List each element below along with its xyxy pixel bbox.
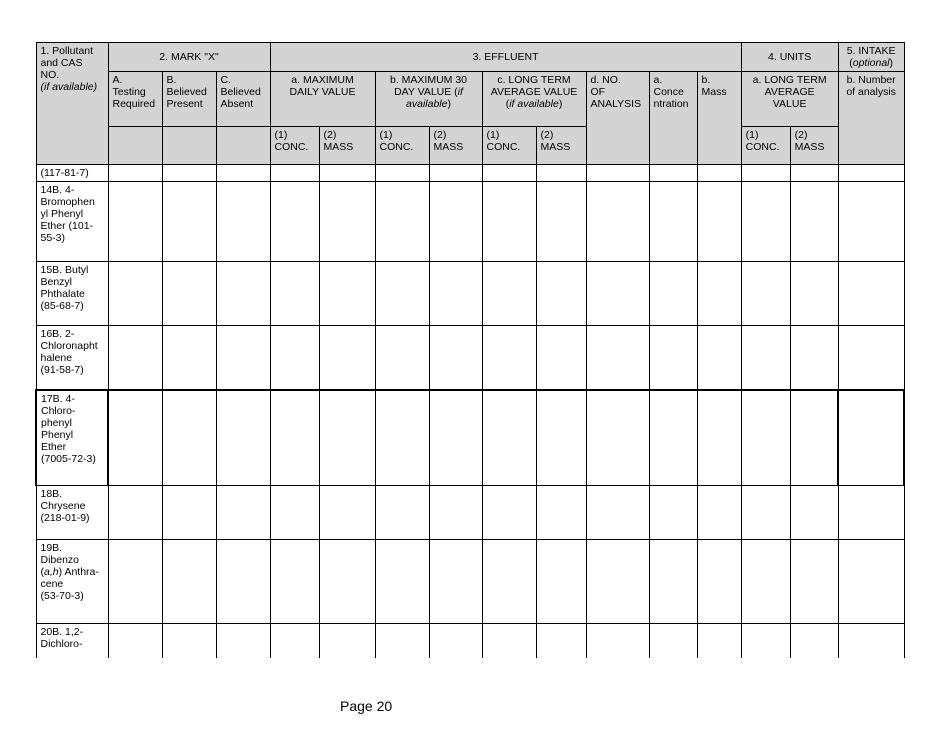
- entry-cell[interactable]: [586, 390, 649, 486]
- entry-cell[interactable]: [838, 624, 904, 658]
- entry-cell[interactable]: [216, 624, 270, 658]
- entry-cell[interactable]: [482, 262, 536, 326]
- entry-cell[interactable]: [375, 182, 429, 262]
- entry-cell[interactable]: [108, 262, 162, 326]
- entry-cell[interactable]: [586, 326, 649, 390]
- long-term-avg-header: c. LONG TERM AVERAGE VALUE (if available): [482, 72, 586, 127]
- entry-cell[interactable]: [375, 165, 429, 182]
- entry-cell[interactable]: [482, 165, 536, 182]
- mark-x-header: 2. MARK "X": [108, 43, 270, 72]
- entry-cell[interactable]: [319, 182, 375, 262]
- pollutant-cell: (117-81-7): [36, 165, 108, 182]
- entry-cell[interactable]: [319, 624, 375, 658]
- entry-cell[interactable]: [790, 165, 838, 182]
- entry-cell[interactable]: [790, 326, 838, 390]
- entry-cell[interactable]: [586, 486, 649, 540]
- conc-header: (1) CONC.: [741, 127, 790, 165]
- entry-cell[interactable]: [586, 165, 649, 182]
- entry-cell[interactable]: [162, 390, 216, 486]
- entry-cell[interactable]: [429, 165, 482, 182]
- entry-cell[interactable]: [375, 540, 429, 624]
- pollutant-cell: 18B. Chrysene (218-01-9): [36, 486, 108, 540]
- units-header: 4. UNITS: [741, 43, 838, 72]
- table-row: [36, 326, 904, 390]
- entry-cell[interactable]: [162, 326, 216, 390]
- entry-cell[interactable]: [108, 165, 162, 182]
- entry-cell[interactable]: [429, 262, 482, 326]
- entry-cell[interactable]: [790, 182, 838, 262]
- entry-cell[interactable]: [741, 624, 790, 658]
- entry-cell[interactable]: [216, 165, 270, 182]
- entry-cell[interactable]: [741, 262, 790, 326]
- entry-cell[interactable]: [482, 486, 536, 540]
- entry-cell[interactable]: [697, 486, 741, 540]
- table-row: [36, 165, 904, 182]
- entry-cell[interactable]: [482, 624, 536, 658]
- entry-cell[interactable]: [838, 540, 904, 624]
- entry-cell[interactable]: [216, 540, 270, 624]
- entry-cell[interactable]: [838, 326, 904, 390]
- entry-cell[interactable]: [270, 165, 319, 182]
- pollutant-cell: 19B. Dibenzo (a,h) Anthra- cene (53-70-3): [36, 540, 108, 624]
- intake-number-header: b. Number of analysis: [838, 72, 904, 165]
- entry-cell[interactable]: [375, 486, 429, 540]
- pollutant-cell: 16B. 2- Chloronapht halene (91-58-7): [36, 326, 108, 390]
- entry-cell[interactable]: [429, 624, 482, 658]
- entry-cell[interactable]: [162, 165, 216, 182]
- entry-cell[interactable]: [838, 165, 904, 182]
- entry-cell[interactable]: [319, 390, 375, 486]
- entry-cell[interactable]: [216, 326, 270, 390]
- table-row: [36, 182, 904, 262]
- entry-cell[interactable]: [162, 182, 216, 262]
- entry-cell[interactable]: [270, 624, 319, 658]
- entry-cell[interactable]: [216, 262, 270, 326]
- entry-cell[interactable]: [536, 165, 586, 182]
- entry-cell[interactable]: [319, 165, 375, 182]
- intake-avg-header: a. LONG TERM AVERAGE VALUE: [741, 72, 838, 127]
- entry-cell[interactable]: [270, 262, 319, 326]
- table-row: [36, 540, 904, 624]
- entry-cell[interactable]: [697, 390, 741, 486]
- pollutant-rows: [36, 165, 904, 658]
- entry-cell[interactable]: [697, 182, 741, 262]
- table-row: [36, 486, 904, 540]
- col-pollutant-header: 1. Pollutant and CAS NO. (if available): [36, 43, 108, 165]
- entry-cell[interactable]: [108, 486, 162, 540]
- entry-cell[interactable]: [536, 182, 586, 262]
- pollutant-cell: 17B. 4- Chloro- phenyl Phenyl Ether (7005-72-3): [36, 390, 108, 486]
- entry-cell[interactable]: [790, 540, 838, 624]
- entry-cell[interactable]: [375, 326, 429, 390]
- entry-cell[interactable]: [216, 182, 270, 262]
- entry-cell[interactable]: [790, 486, 838, 540]
- mass-header: (2) MASS: [790, 127, 838, 165]
- entry-cell[interactable]: [649, 262, 697, 326]
- entry-cell[interactable]: [429, 486, 482, 540]
- entry-cell[interactable]: [375, 262, 429, 326]
- mark-b-header: B. Believed Present: [162, 72, 216, 127]
- entry-cell[interactable]: [697, 262, 741, 326]
- entry-cell[interactable]: [697, 540, 741, 624]
- entry-cell[interactable]: [429, 326, 482, 390]
- entry-cell[interactable]: [216, 390, 270, 486]
- entry-cell[interactable]: [482, 390, 536, 486]
- entry-cell[interactable]: [649, 326, 697, 390]
- entry-cell[interactable]: [270, 486, 319, 540]
- entry-cell[interactable]: [741, 486, 790, 540]
- effluent-table: [35, 42, 905, 658]
- entry-cell[interactable]: [838, 262, 904, 326]
- entry-cell[interactable]: [108, 182, 162, 262]
- entry-cell[interactable]: [536, 390, 586, 486]
- entry-cell[interactable]: [162, 624, 216, 658]
- entry-cell[interactable]: [697, 165, 741, 182]
- conc-header: (1) CONC.: [270, 127, 319, 165]
- pollutant-cell: 14B. 4- Bromophen yl Phenyl Ether (101- 55-3): [36, 182, 108, 262]
- entry-cell[interactable]: [649, 486, 697, 540]
- entry-cell[interactable]: [429, 182, 482, 262]
- intake-header: 5. INTAKE (optional): [838, 43, 904, 72]
- entry-cell[interactable]: [741, 165, 790, 182]
- entry-cell[interactable]: [536, 624, 586, 658]
- entry-cell[interactable]: [790, 390, 838, 486]
- entry-cell[interactable]: [741, 326, 790, 390]
- entry-cell[interactable]: [162, 486, 216, 540]
- entry-cell[interactable]: [586, 624, 649, 658]
- units-mass-header: b. Mass: [697, 72, 741, 165]
- max-30day-header: b. MAXIMUM 30 DAY VALUE (if available): [375, 72, 482, 127]
- effluent-header: 3. EFFLUENT: [270, 43, 741, 72]
- entry-cell[interactable]: [586, 540, 649, 624]
- entry-cell[interactable]: [536, 326, 586, 390]
- entry-cell[interactable]: [482, 182, 536, 262]
- entry-cell[interactable]: [838, 390, 904, 486]
- entry-cell[interactable]: [270, 540, 319, 624]
- entry-cell[interactable]: [790, 624, 838, 658]
- entry-cell[interactable]: [429, 540, 482, 624]
- entry-cell[interactable]: [536, 486, 586, 540]
- table-row: [36, 624, 904, 658]
- entry-cell[interactable]: [790, 262, 838, 326]
- entry-cell[interactable]: [216, 486, 270, 540]
- entry-cell[interactable]: [697, 624, 741, 658]
- entry-cell[interactable]: [375, 624, 429, 658]
- entry-cell[interactable]: [741, 390, 790, 486]
- conc-header: (1) CONC.: [375, 127, 429, 165]
- entry-cell[interactable]: [429, 390, 482, 486]
- entry-cell[interactable]: [375, 390, 429, 486]
- pollutant-cell: 15B. Butyl Benzyl Phthalate (85-68-7): [36, 262, 108, 326]
- entry-cell[interactable]: [319, 262, 375, 326]
- mark-c-header: C. Believed Absent: [216, 72, 270, 127]
- entry-cell[interactable]: [162, 540, 216, 624]
- conc-header: (1) CONC.: [482, 127, 536, 165]
- entry-cell[interactable]: [319, 540, 375, 624]
- no-of-analysis-header: d. NO. OF ANALYSIS: [586, 72, 649, 165]
- entry-cell[interactable]: [697, 326, 741, 390]
- entry-cell[interactable]: [108, 624, 162, 658]
- pollutant-cell: 20B. 1,2- Dichloro-: [36, 624, 108, 658]
- entry-cell[interactable]: [536, 262, 586, 326]
- page-number: Page 20: [340, 698, 393, 714]
- entry-cell[interactable]: [741, 182, 790, 262]
- entry-cell[interactable]: [741, 540, 790, 624]
- units-concentration-header: a. Conce ntration: [649, 72, 697, 165]
- mass-header: (2) MASS: [429, 127, 482, 165]
- entry-cell[interactable]: [649, 390, 697, 486]
- entry-cell[interactable]: [649, 540, 697, 624]
- entry-cell[interactable]: [838, 182, 904, 262]
- mass-header: (2) MASS: [319, 127, 375, 165]
- table-row: [36, 262, 904, 326]
- entry-cell[interactable]: [108, 540, 162, 624]
- table-row: [36, 390, 904, 486]
- entry-cell[interactable]: [319, 326, 375, 390]
- entry-cell[interactable]: [536, 540, 586, 624]
- entry-cell[interactable]: [270, 390, 319, 486]
- entry-cell[interactable]: [482, 540, 536, 624]
- entry-cell[interactable]: [108, 390, 162, 486]
- entry-cell[interactable]: [319, 486, 375, 540]
- entry-cell[interactable]: [649, 182, 697, 262]
- entry-cell[interactable]: [270, 326, 319, 390]
- entry-cell[interactable]: [482, 326, 536, 390]
- entry-cell[interactable]: [270, 182, 319, 262]
- entry-cell[interactable]: [586, 182, 649, 262]
- entry-cell[interactable]: [108, 326, 162, 390]
- entry-cell[interactable]: [162, 262, 216, 326]
- entry-cell[interactable]: [649, 624, 697, 658]
- max-daily-header: a. MAXIMUM DAILY VALUE: [270, 72, 375, 127]
- entry-cell[interactable]: [649, 165, 697, 182]
- entry-cell[interactable]: [586, 262, 649, 326]
- mark-a-header: A. Testing Required: [108, 72, 162, 127]
- mass-header: (2) MASS: [536, 127, 586, 165]
- entry-cell[interactable]: [838, 486, 904, 540]
- pollutant-form: [35, 42, 903, 658]
